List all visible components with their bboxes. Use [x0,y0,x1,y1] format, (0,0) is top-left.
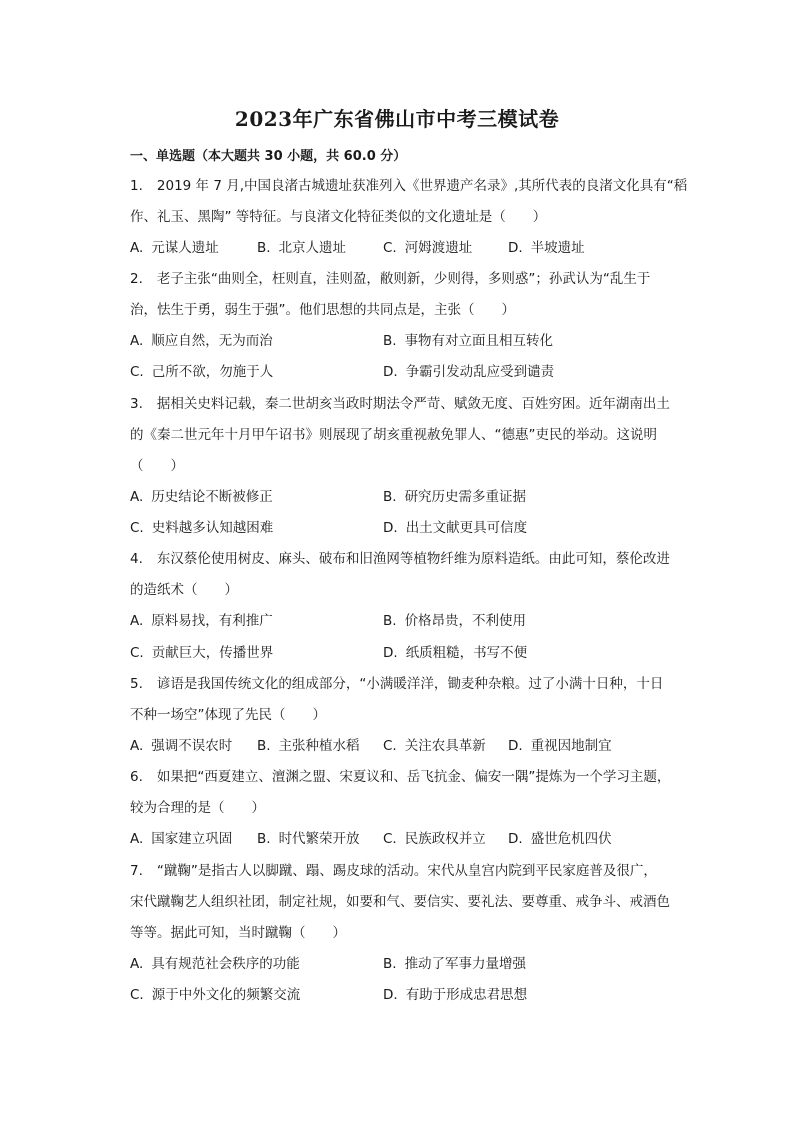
question-6-line-1: 6. 如果把“西夏建立、澶渊之盟、宋夏议和、岳飞抗金、偏安一隅”提炼为一个学习主题， [130,769,671,785]
page-title: 2023年广东省佛山市中考三模试卷 [234,107,560,131]
question-5-option-c: C. 关注农具革新 [383,738,486,754]
question-number: 6. [130,769,143,785]
question-1-line-2: 作、礼玉、黑陶” 等特征。与良渚文化特征类似的文化遗址是（ ） [130,209,547,225]
question-6-line-2: 较为合理的是（ ） [130,800,265,816]
question-2-option-d: D. 争霸引发动乱应受到谴责 [383,364,555,380]
question-4-option-a: A. 原料易找，有利推广 [130,613,273,629]
question-6-option-b: B. 时代繁荣开放 [257,831,360,847]
question-2-option-b: B. 事物有对立面且相互转化 [383,333,554,349]
question-6-option-c: C. 民族政权并立 [383,831,486,847]
question-7-option-a: A. 具有规范社会秩序的功能 [130,956,300,972]
question-7-line-2: 宋代蹴鞠艺人组织社团，制定社规，如要和气、要信实、要礼法、要尊重、戒争斗、戒酒色 [130,894,670,910]
question-3-option-b: B. 研究历史需多重证据 [383,489,527,505]
question-3-line-3: （ ） [130,458,184,474]
question-3-option-a: A. 历史结论不断被修正 [130,489,273,505]
question-number: 2. [130,271,143,287]
question-4-line-1: 4. 东汉蔡伦使用树皮、麻头、破布和旧渔网等植物纤维为原料造纸。由此可知，蔡伦改进 [130,551,670,567]
question-1-option-d: D. 半坡遗址 [508,240,585,256]
question-number: 1. [130,178,143,194]
question-7-line-1: 7. “蹴鞠”是指古人以脚蹴、蹋、踢皮球的活动。宋代从皇宫内院到平民家庭普及很广， [130,863,657,879]
question-2-option-a: A. 顺应自然，无为而治 [130,333,273,349]
question-5-option-d: D. 重视因地制宜 [508,738,612,754]
question-4-option-b: B. 价格昂贵，不利使用 [383,613,527,629]
question-5-line-1: 5. 谚语是我国传统文化的组成部分，“小满暖洋洋，锄麦种杂粮。过了小满十日种，十日 [130,676,664,692]
question-1-option-c: C. 河姆渡遗址 [383,240,473,256]
question-5-option-a: A. 强调不误农时 [130,738,233,754]
question-2-option-c: C. 己所不欲，勿施于人 [130,364,274,380]
question-7-option-c: C. 源于中外文化的频繁交流 [130,987,301,1003]
question-number: 3. [130,396,143,412]
question-3-option-c: C. 史料越多认知越困难 [130,520,274,536]
question-number: 4. [130,551,143,567]
question-number: 7. [130,863,143,879]
question-3-line-1: 3. 据相关史料记载，秦二世胡亥当政时期法令严苛、赋敛无度、百姓穷困。近年湖南出土 [130,396,670,412]
question-3-line-2: 的《秦二世元年十月甲午诏书》则展现了胡亥重视赦免罪人、“德惠”吏民的举动。这说明 [130,427,657,443]
question-4-line-2: 的造纸术（ ） [130,582,238,598]
question-7-line-3: 等等。据此可知，当时蹴鞠（ ） [130,925,346,941]
question-5-option-b: B. 主张种植水稻 [257,738,360,754]
question-7-option-b: B. 推动了军事力量增强 [383,956,527,972]
question-5-line-2: 不种一场空”体现了先民（ ） [130,707,326,723]
question-1-option-a: A. 元谋人遗址 [130,240,219,256]
question-4-option-c: C. 贡献巨大，传播世界 [130,645,274,661]
question-1-line-1: 1. 2019 年 7 月,中国良渚古城遗址获准列入《世界遗产名录》,其所代表的良渚文化具有“稻 [130,178,688,194]
question-7-option-d: D. 有助于形成忠君思想 [383,987,528,1003]
question-6-option-a: A. 国家建立巩固 [130,831,233,847]
question-3-option-d: D. 出土文献更具可信度 [383,520,528,536]
section-heading: 一、单选题（本大题共 30 小题，共 60.0 分） [130,149,407,164]
question-6-option-d: D. 盛世危机四伏 [508,831,612,847]
question-1-option-b: B. 北京人遗址 [257,240,347,256]
question-number: 5. [130,676,143,692]
question-4-option-d: D. 纸质粗糙，书写不便 [383,645,528,661]
question-2-line-1: 2. 老子主张“曲则全，枉则直，洼则盈，敝则新，少则得，多则惑”；孙武认为“乱生于 [130,271,651,287]
question-2-line-2: 治，怯生于勇，弱生于强”。他们思想的共同点是，主张（ ） [130,302,515,318]
